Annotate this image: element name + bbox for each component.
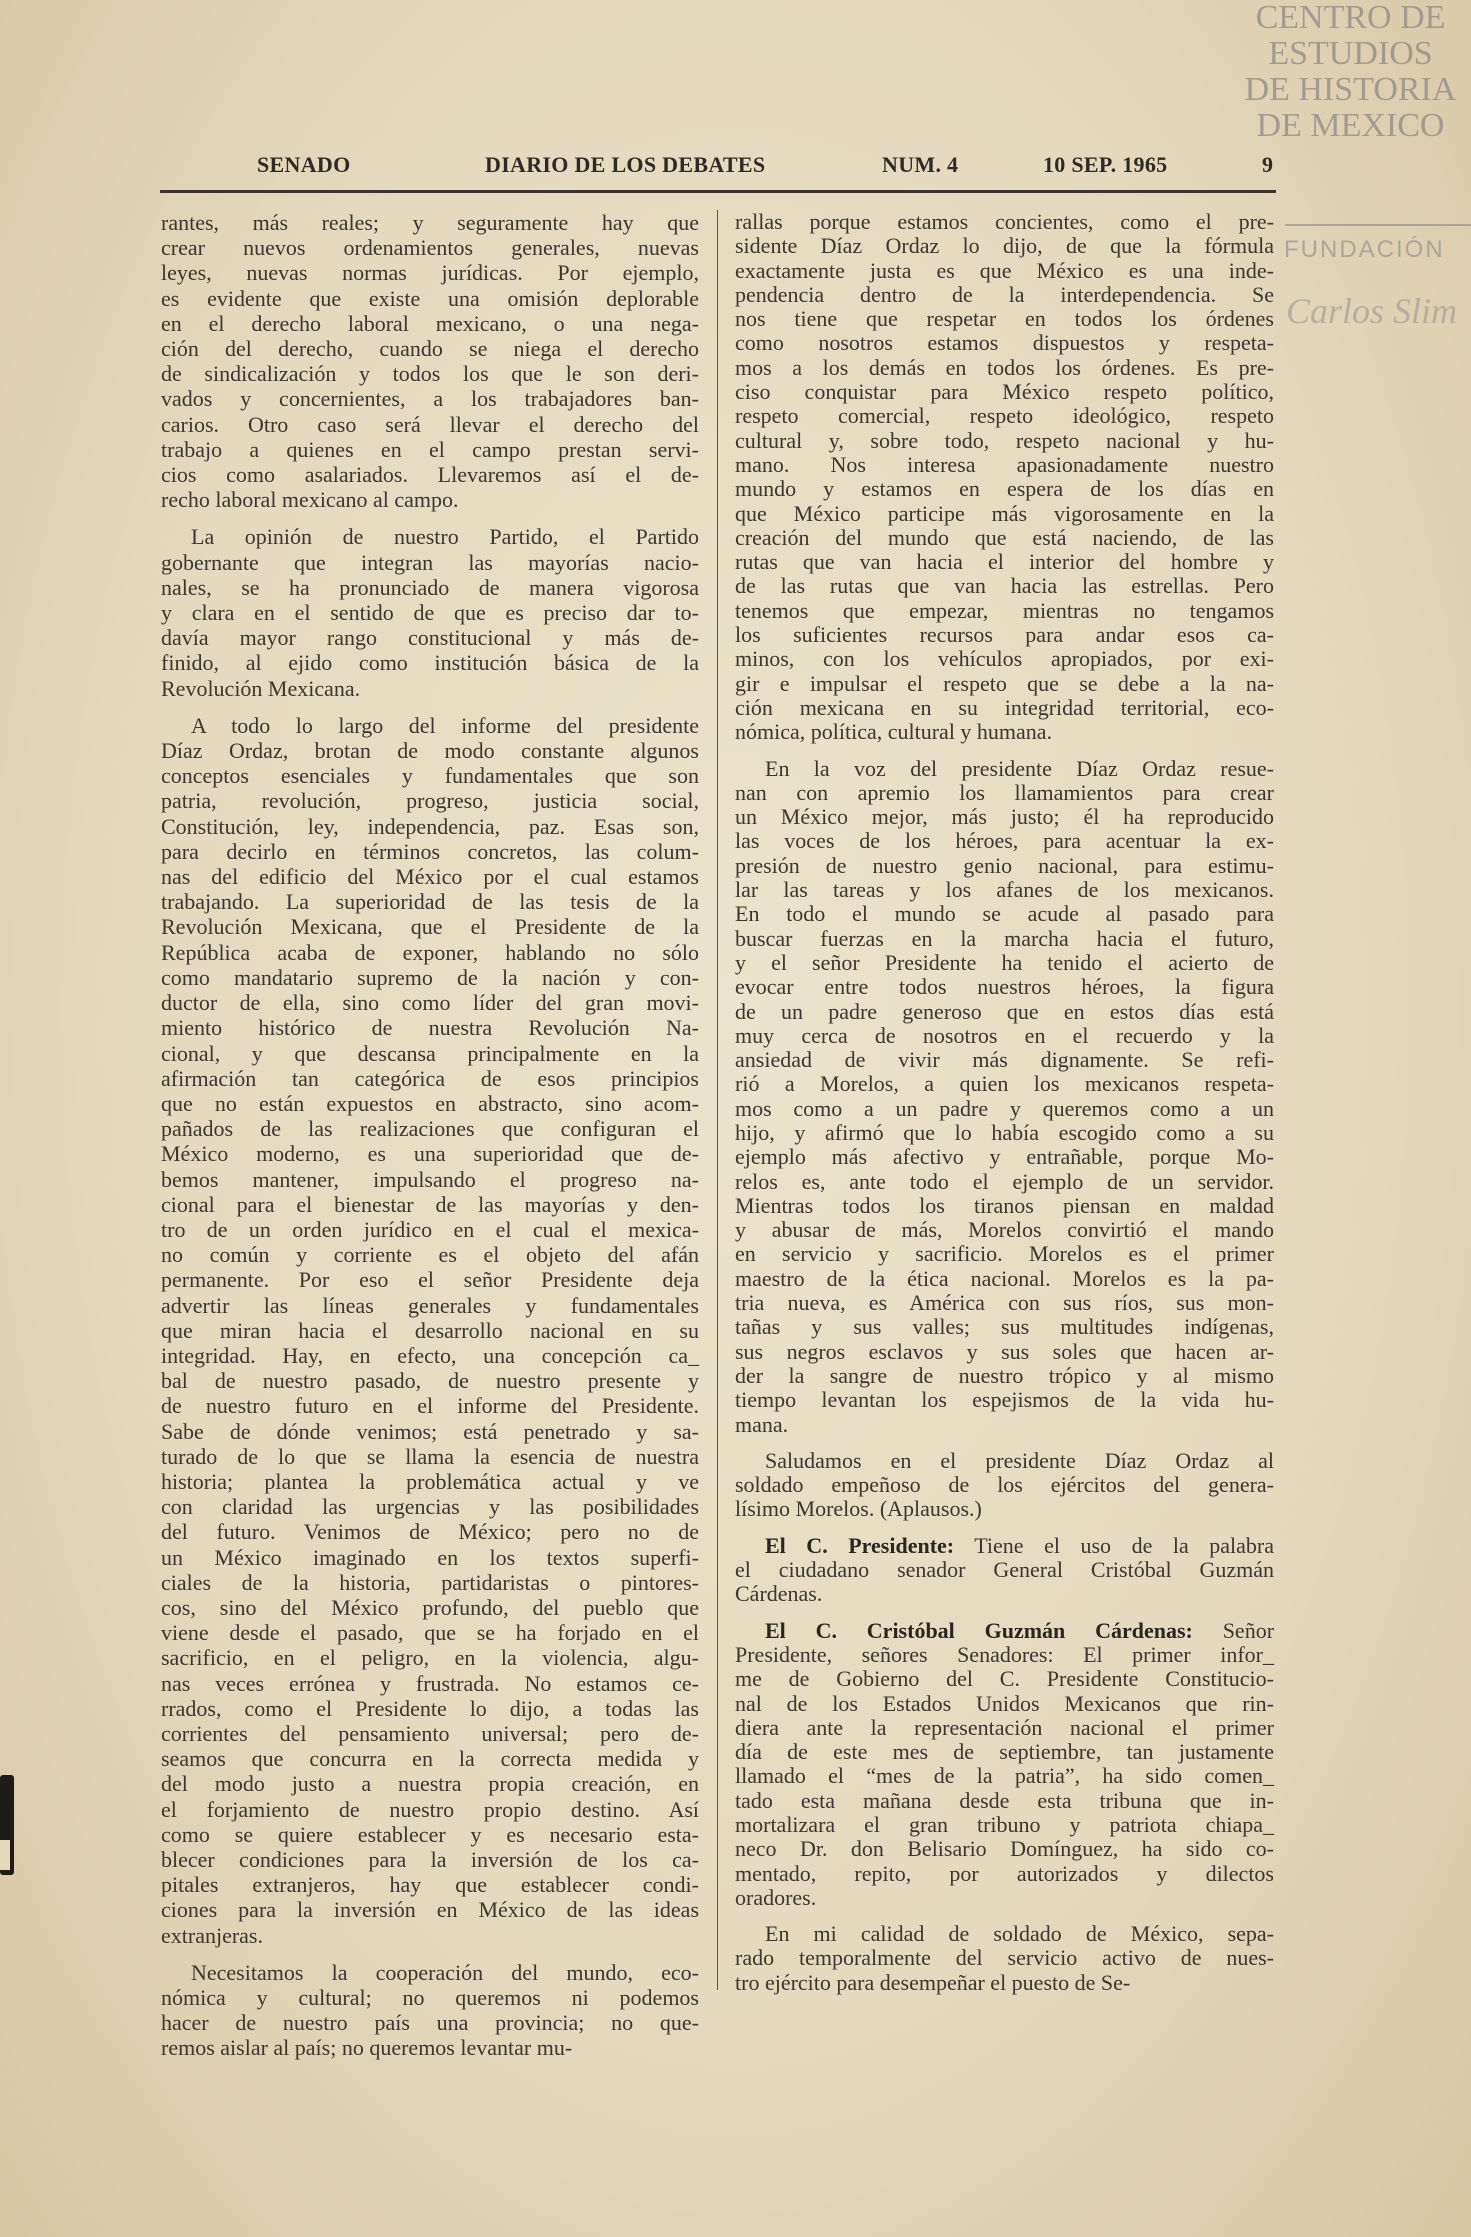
watermark-centro-estudios <box>1230 0 1471 144</box>
text-line: ción mexicana en su integridad territorial, eco- <box>735 694 1274 720</box>
text-line: finido, al ejido como institución básica de la <box>161 650 699 676</box>
text-line: exactamente justa es que México es una inde- <box>735 257 1274 283</box>
text-line: República acaba de exponer, hablando no sólo <box>161 939 699 965</box>
paragraph <box>735 757 1274 1437</box>
watermark-line: CENTRO DE <box>1255 0 1446 36</box>
text-line: integridad. Hay, en efecto, una concepción ca_ <box>161 1342 699 1368</box>
text-line: hijo, y afirmó que lo había escogido como a su <box>735 1119 1274 1145</box>
text-line: ansiedad de vivir más dignamente. Se refi- <box>735 1047 1274 1073</box>
text-line: oradores. <box>735 1884 817 1910</box>
text-line: La opinión de nuestro Partido, el Partido <box>191 524 699 550</box>
text-line: trabajo a quienes en el campo prestan servi- <box>161 436 699 462</box>
text-line: en servicio y sacrificio. Morelos es el primer <box>735 1241 1274 1267</box>
text-line: buscar fuerzas en la marcha hacia el futuro, <box>735 925 1274 951</box>
text-line: ciones para la inversión en México de las ideas <box>161 1897 699 1923</box>
paragraph <box>735 1449 1274 1522</box>
watermark-fundacion: FUNDACIÓN <box>1284 236 1445 263</box>
text-line: me de Gobierno del C. Presidente Constitucio- <box>735 1666 1274 1692</box>
paragraph <box>161 1960 699 2061</box>
paragraph <box>161 210 699 512</box>
text-line: ción del derecho, cuando se niega el derecho <box>161 336 699 362</box>
text-line: historia; plantea la problemática actual y ve <box>161 1468 699 1494</box>
text-line: tiempo levantan los espejismos de la vida hu- <box>735 1387 1274 1413</box>
text-line: como se quiere establecer y es necesario esta- <box>161 1821 699 1847</box>
text-line: Revolución Mexicana. <box>161 675 361 701</box>
paragraph <box>735 210 1274 745</box>
text-line: rió a Morelos, a quien los mexicanos respeta- <box>735 1071 1274 1097</box>
right-column <box>735 210 1274 2007</box>
text-line: cios como asalariados. Llevaremos así el de- <box>161 462 699 488</box>
text-line: del futuro. Venimos de México; pero no de <box>161 1519 699 1545</box>
text-line: conceptos esenciales y fundamentales que son <box>161 763 699 789</box>
text-line: mos a los demás en todos los órdenes. Es pre- <box>735 354 1274 380</box>
speech-text: Señor <box>1222 1617 1275 1643</box>
text-line: rado temporalmente del servicio activo de nues- <box>735 1945 1274 1971</box>
text-line: cultural y, sobre todo, respeto nacional y hu- <box>735 427 1274 453</box>
text-line: rallas porque estamos concientes, como el pre- <box>735 209 1274 234</box>
text-line: día de este mes de septiembre, tan justamente <box>735 1739 1274 1765</box>
text-line: sacrificio, en el peligro, en la violencia, algu- <box>161 1645 699 1671</box>
text-line: Díaz Ordaz, brotan de modo constante algunos <box>161 738 699 764</box>
text-line: las voces de los héroes, para acentuar la ex- <box>735 828 1274 854</box>
text-line: bemos mantener, impulsando el progreso na- <box>161 1166 699 1192</box>
text-line: mana. <box>735 1411 789 1437</box>
text-line: carios. Otro caso será llevar el derecho del <box>161 411 699 437</box>
text-line: nómica, política, cultural y humana. <box>735 719 1053 745</box>
text-line: presión de nuestro genio nacional, para estimu- <box>735 852 1274 878</box>
text-line: el ciudadano senador General Cristóbal Guzmán <box>735 1557 1274 1583</box>
text-line: der la sangre de nuestro trópico y al mismo <box>735 1362 1274 1388</box>
text-line: ductor de ella, sino como líder del gran movi- <box>161 990 699 1016</box>
header-page-number: 9 <box>1262 152 1274 177</box>
text-line: ejemplo más afectivo y entrañable, porque Mo- <box>735 1144 1274 1170</box>
watermark-line: DE MEXICO <box>1256 107 1445 144</box>
text-line: vados y concernientes, a los trabajadores ban- <box>161 386 699 412</box>
watermark-rule <box>1285 224 1471 226</box>
text-line: blecer condiciones para la inversión de los ca- <box>161 1847 699 1872</box>
text-line: gir e impulsar el respeto que se debe a la na- <box>735 670 1274 696</box>
text-line: los suficientes recursos para andar esos ca- <box>735 622 1274 648</box>
text-line: y clara en el sentido de que es preciso dar to- <box>161 600 699 626</box>
text-line: nales, se ha pronunciado de manera vigorosa <box>161 574 699 600</box>
text-line: México moderno, es una superioridad que de- <box>161 1141 699 1167</box>
text-line <box>735 1534 1274 1558</box>
paragraph <box>161 524 699 700</box>
text-line: cos, sino del México profundo, del pueblo que <box>161 1594 699 1620</box>
speaker-label: El C. Presidente: <box>765 1532 955 1558</box>
text-line: leyes, nuevas normas jurídicas. Por ejemplo, <box>161 260 699 286</box>
text-line: nos tiene que respetar en todos los órdenes <box>735 306 1274 332</box>
text-line: Saludamos en el presidente Díaz Ordaz al <box>765 1447 1274 1473</box>
text-line: tenemos que empezar, mientras no tengamos <box>735 597 1274 623</box>
text-line: rutas que van hacia el interior del hombre y <box>735 549 1274 575</box>
text-line: relos es, ante todo el ejemplo de un servidor. <box>735 1168 1274 1194</box>
text-line: soldado empeñoso de los ejércitos del genera- <box>735 1472 1274 1498</box>
text-line: como mandatario supremo de la nación y con- <box>161 964 699 990</box>
text-line: pendencia dentro de la interdependencia. Se <box>735 281 1274 307</box>
text-line: permanente. Por eso el señor Presidente deja <box>161 1267 699 1293</box>
text-line: ciales de la historia, partidaristas o pintores- <box>161 1569 699 1595</box>
text-line: nas veces errónea y frustrada. No estamos ce- <box>161 1670 699 1696</box>
text-line: patria, revolución, progreso, justicia social, <box>161 788 699 814</box>
scan-edge-gap <box>0 1840 10 1870</box>
text-line: nal de los Estados Unidos Mexicanos que rin- <box>735 1690 1274 1716</box>
header-number: NUM. 4 <box>882 152 959 177</box>
text-line: mano. Nos interesa apasionadamente nuestro <box>735 451 1274 477</box>
text-line: Mientras todos los tiranos piensan en maldad <box>735 1192 1274 1218</box>
text-line: cional para el bienestar de las mayorías y den- <box>161 1191 699 1217</box>
text-line: y abusar de más, Morelos convirtió el mando <box>735 1217 1274 1243</box>
text-line: advertir las líneas generales y fundamentales <box>161 1292 699 1318</box>
text-line: cional, y que descansa principalmente en la <box>161 1040 699 1066</box>
text-line: en el derecho laboral mexicano, o una nega- <box>161 310 699 336</box>
text-line: con claridad las urgencias y las posibilidades <box>161 1494 699 1520</box>
text-line: bal de nuestro pasado, de nuestro presente y <box>161 1368 699 1394</box>
text-line: pitales extranjeros, hay que establecer condi- <box>161 1872 699 1898</box>
text-line: rantes, más reales; y seguramente hay que <box>161 210 699 235</box>
text-line: mentado, repito, por autorizados y dilectos <box>735 1860 1274 1886</box>
text-line: de un padre generoso que en estos días está <box>735 998 1274 1024</box>
text-line: En la voz del presidente Díaz Ordaz resue- <box>765 755 1274 781</box>
text-line: tro de un orden jurídico en el cual el mexica- <box>161 1216 699 1242</box>
text-line: recho laboral mexicano al campo. <box>161 487 459 513</box>
text-line: En todo el mundo se acude al pasado para <box>735 901 1274 927</box>
text-line: Presidente, señores Senadores: El primer infor_ <box>735 1641 1274 1667</box>
text-line: ciso conquistar para México respeto político, <box>735 379 1274 405</box>
text-line: nan con apremio los llamamientos para crear <box>735 779 1274 805</box>
header-date: 10 SEP. 1965 <box>1043 152 1168 177</box>
text-line: y el señor Presidente ha tenido el acierto de <box>735 949 1274 975</box>
text-line: diera ante la representación nacional el primer <box>735 1714 1274 1740</box>
text-line: turado de lo que se llama la esencia de nuestra <box>161 1443 699 1469</box>
text-line: nas del edificio del México por el cual estamos <box>161 864 699 890</box>
text-line: viene desde el pasado, que se ha forjado en el <box>161 1620 699 1646</box>
text-line: mortalizara el gran tribuno y patriota chiapa_ <box>735 1812 1274 1837</box>
text-line: afirmación tan categórica de esos principios <box>161 1065 699 1091</box>
text-line: muy cerca de nosotros en el recuerdo y la <box>735 1022 1274 1048</box>
text-line: davía mayor rango constitucional y más de- <box>161 625 699 651</box>
text-line: tañas y sus valles; sus multitudes indígenas, <box>735 1314 1274 1340</box>
speaker-label: El C. Cristóbal Guzmán Cárdenas: <box>765 1617 1193 1643</box>
text-line: Revolución Mexicana, que el Presidente de la <box>161 914 699 940</box>
watermark-signature: Carlos Slim <box>1286 291 1458 331</box>
header-rule <box>160 190 1276 193</box>
text-line: de las rutas que van hacia las estrellas. Pero <box>735 573 1274 599</box>
text-line: un México imaginado en los textos superfi- <box>161 1544 699 1570</box>
text-line: Cárdenas. <box>735 1581 823 1607</box>
text-line: nómica y cultural; no queremos ni podemos <box>161 1985 699 2011</box>
text-line: el forjamiento de nuestro propio destino. Así <box>161 1796 699 1822</box>
text-line: es evidente que existe una omisión deplorable <box>161 285 699 311</box>
text-line: crear nuevos ordenamientos generales, nuevas <box>161 235 699 261</box>
text-line: En mi calidad de soldado de México, sepa- <box>765 1921 1274 1947</box>
text-line: respeto comercial, respeto ideológico, respeto <box>735 403 1274 429</box>
paragraph <box>735 1922 1274 1995</box>
text-line: tria nueva, es América con sus ríos, sus mon- <box>735 1290 1274 1316</box>
text-line: mundo y estamos en espera de los días en <box>735 476 1274 502</box>
paragraph <box>735 1534 1274 1607</box>
text-line: creación del mundo que está naciendo, de las <box>735 524 1274 550</box>
paragraph <box>161 713 699 1948</box>
text-line: Sabe de dónde venimos; está penetrado y sa- <box>161 1418 699 1444</box>
text-line: maestro de la ética nacional. Morelos es la pa- <box>735 1265 1274 1291</box>
watermark-line: ESTUDIOS <box>1268 35 1433 72</box>
text-line: extranjeras. <box>161 1922 263 1948</box>
text-line: tro ejército para desempeñar el puesto de Se- <box>735 1969 1131 1995</box>
text-line: un México mejor, más justo; él ha reproducido <box>735 804 1274 830</box>
text-line: miento histórico de nuestra Revolución Na- <box>161 1015 699 1041</box>
text-line: neco Dr. don Belisario Domínguez, ha sido co- <box>735 1836 1274 1862</box>
header-publication: DIARIO DE LOS DEBATES <box>485 152 766 177</box>
text-line: para decirlo en términos concretos, las colum- <box>161 838 699 864</box>
text-line: trabajando. La superioridad de las tesis de la <box>161 889 699 915</box>
text-line: lísimo Morelos. (Aplausos.) <box>735 1496 982 1522</box>
text-line: pañados de las realizaciones que configuran el <box>161 1116 699 1142</box>
text-line: tado esta mañana desde esta tribuna que in- <box>735 1787 1274 1813</box>
text-line: que miran hacia el desarrollo nacional en su <box>161 1317 699 1343</box>
text-line: corrientes del pensamiento universal; pero de- <box>161 1720 699 1746</box>
text-line: que México participe más vigorosamente en la <box>735 500 1274 526</box>
left-column <box>161 210 699 2073</box>
text-line: remos aislar al país; no queremos levantar mu- <box>161 2035 573 2061</box>
text-line: A todo lo largo del informe del presidente <box>191 712 699 738</box>
text-line: que no están expuestos en abstracto, sino acom- <box>161 1090 699 1116</box>
text-line: sus negros esclavos y sus soles que hacen ar- <box>735 1338 1274 1364</box>
speech-text: Tiene el uso de la palabra <box>974 1532 1275 1558</box>
column-divider <box>717 210 718 1990</box>
text-line: mos como a un padre y queremos como a un <box>735 1095 1274 1121</box>
text-line <box>735 1619 1274 1643</box>
text-line: de nuestro futuro en el informe del Presidente. <box>161 1393 699 1419</box>
text-line: gobernante que integran las mayorías nacio- <box>161 549 699 575</box>
paragraph <box>735 1619 1274 1911</box>
text-line: minos, con los vehículos apropiados, por exi- <box>735 646 1274 672</box>
text-line: seamos que concurra en la correcta medida y <box>161 1746 699 1772</box>
text-line: como nosotros estamos dispuestos y respeta- <box>735 330 1274 356</box>
text-line: hacer de nuestro país una provincia; no que- <box>161 2010 699 2036</box>
text-line: lar las tareas y los afanes de los mexicanos. <box>735 877 1274 903</box>
text-line: de sindicalización y todos los que le son deri- <box>161 361 699 387</box>
text-line: no común y corriente es el objeto del afán <box>161 1242 699 1268</box>
text-line: rrados, como el Presidente lo dijo, a todas las <box>161 1695 699 1721</box>
header-section: SENADO <box>257 152 351 177</box>
text-line: del modo justo a nuestra propia creación, en <box>161 1771 699 1797</box>
text-line: evocar entre todos nuestros héroes, la figura <box>735 974 1274 1000</box>
watermark-line: DE HISTORIA <box>1244 71 1457 108</box>
text-line: llamado el “mes de la patria”, ha sido comen_ <box>735 1763 1274 1789</box>
text-line: Constitución, ley, independencia, paz. Esas son, <box>161 813 699 839</box>
text-line: Necesitamos la cooperación del mundo, eco- <box>191 1959 699 1985</box>
text-line: sidente Díaz Ordaz lo dijo, de que la fórmula <box>735 233 1274 259</box>
